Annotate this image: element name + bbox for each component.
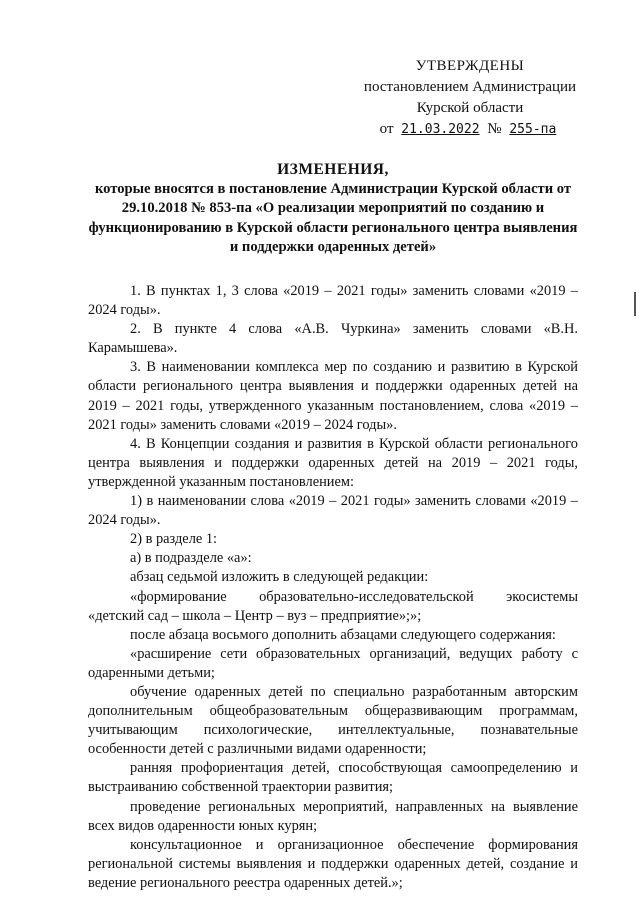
paragraph: а) в подразделе «а»: <box>130 550 252 567</box>
approval-line-1: постановлением Администрации <box>363 79 577 95</box>
paragraph: обучение одаренных детей по специально разработанным авторским дополнительным общеобразовательным общеразвивающим программам, учитывающим психологические, интеллектуальные, познавательные особенности детей с различными видами одаренности; <box>88 683 578 758</box>
approval-title: УТВЕРЖДЕНЫ <box>415 58 525 74</box>
document-heading <box>88 160 578 258</box>
from-label: от <box>379 121 394 137</box>
approval-stamp <box>340 56 600 140</box>
paragraph: проведение региональных мероприятий, направленных на выявление всех видов одаренности юных курян; <box>88 798 578 834</box>
paragraph: 3. В наименовании комплекса мер по созданию и развитию в Курской области регионального центра выявления и поддержки одаренных детей на 2019 – 2021 годы, утвержденного указанным постановлением, слова «2019 – 2021 годы» заменить словами «2019 – 2024 годы». <box>88 359 578 433</box>
approval-date-number <box>340 119 600 140</box>
paragraph: ранняя профориентация детей, способствующая самоопределению и выстраиванию собственной траектории развития; <box>88 760 578 796</box>
scan-edge-mark <box>634 292 636 316</box>
paragraph: 2) в разделе 1: <box>130 531 218 548</box>
number-label: № <box>487 121 502 137</box>
paragraph: 2. В пункте 4 слова «А.В. Чуркина» заменить словами «В.Н. Карамышева». <box>88 321 578 357</box>
approval-line-2: Курской области <box>416 100 524 116</box>
paragraph: «формирование образовательно-исследовательской экосистемы «детский сад – школа – Центр – вуз – предприятие»;»; <box>88 588 578 624</box>
approval-date: 21.03.2022 <box>401 122 480 137</box>
paragraph: после абзаца восьмого дополнить абзацами следующего содержания: <box>130 626 556 643</box>
paragraph: 1. В пунктах 1, 3 слова «2019 – 2021 годы» заменить словами «2019 – 2024 годы». <box>88 283 578 319</box>
paragraph: 4. В Концепции создания и развития в Курской области регионального центра выявления и поддержки одаренных детей на 2019 – 2021 годы, утвержденной указанным постановлением: <box>88 435 578 490</box>
approval-number: 255-па <box>509 122 557 137</box>
paragraph: 1) в наименовании слова «2019 – 2021 годы» заменить словами «2019 – 2024 годы». <box>88 493 578 529</box>
heading-title: ИЗМЕНЕНИЯ, <box>277 161 389 178</box>
paragraph: консультационное и организационное обеспечение формирования региональной системы выявления и поддержки одаренных детей, создание и ведение регионального реестра одаренных детей.»; <box>88 836 578 891</box>
paragraph: «расширение сети образовательных организаций, ведущих работу с одаренными детьми; <box>88 645 578 681</box>
document-body <box>88 282 578 893</box>
paragraph: абзац седьмой изложить в следующей редакции: <box>130 569 429 586</box>
heading-subtitle: которые вносятся в постановление Администрации Курской области от 29.10.2018 № 853-па «О реализации мероприятий по созданию и функционированию в Курской области регионального центра выявления и поддержки одаренных детей» <box>88 180 578 255</box>
